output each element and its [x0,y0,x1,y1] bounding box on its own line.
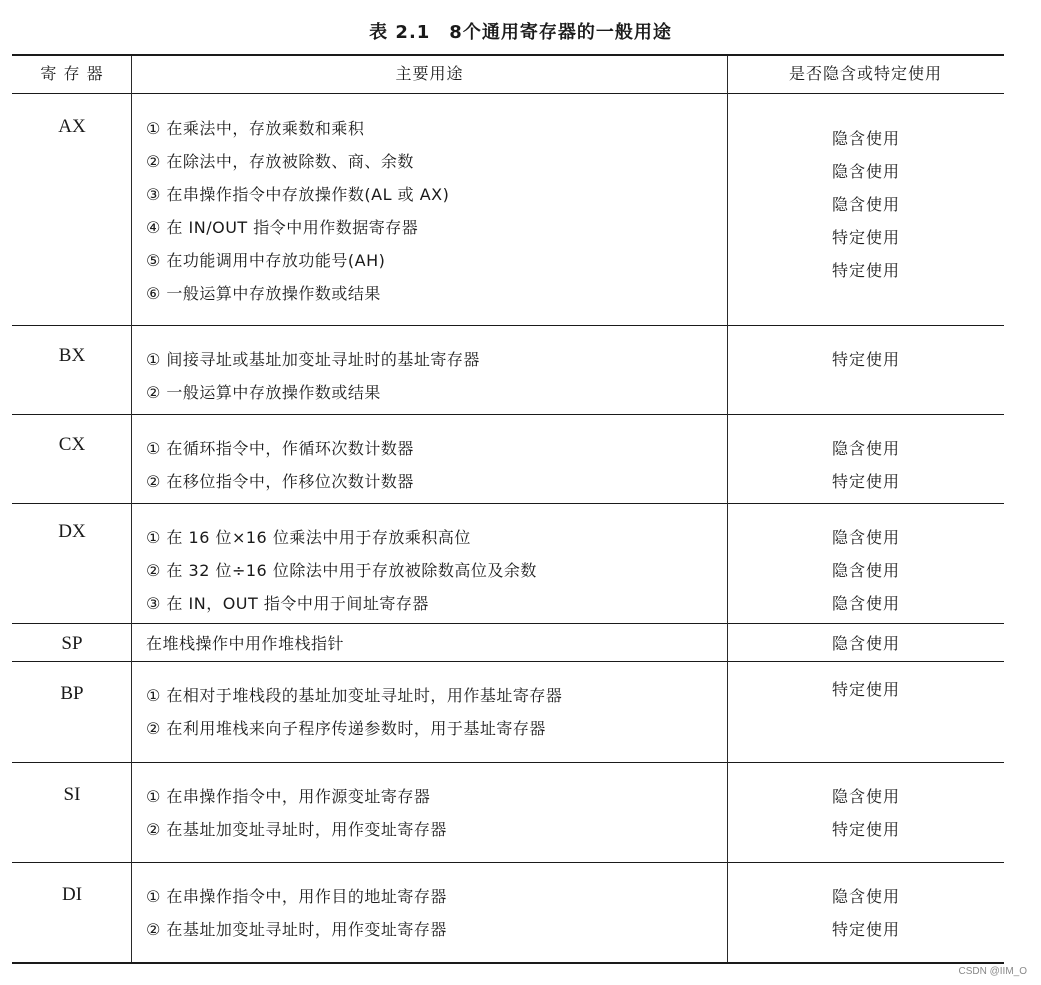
register-name: DI [61,884,83,905]
usage-cell [728,432,1004,498]
header-usage: 是否隐含或特定使用 [788,64,942,83]
purpose-cell [146,880,721,946]
usage-cell [728,880,1004,946]
purpose-item: ① 在 16 位×16 位乘法中用于存放乘积高位 [146,528,471,547]
purpose-item: ② 在 32 位÷16 位除法中用于存放被除数高位及余数 [146,561,537,580]
usage-item: 隐含使用 [831,129,900,148]
usage-item: 隐含使用 [831,528,900,547]
column-divider [131,56,132,962]
row-divider [12,503,1004,504]
purpose-cell [146,521,721,620]
usage-item: 特定使用 [831,680,900,699]
register-name: SP [61,633,83,654]
usage-item: 隐含使用 [831,594,900,613]
usage-item: 特定使用 [831,472,900,491]
purpose-item: ① 在乘法中，存放乘数和乘积 [146,119,365,138]
usage-item: 隐含使用 [831,787,900,806]
usage-item: 特定使用 [831,920,900,939]
usage-cell [728,122,1004,287]
purpose-cell [146,343,721,409]
usage-cell [728,343,1004,376]
watermark: CSDN @IIM_O [958,966,1027,977]
header-register: 寄 存 器 [40,64,104,83]
purpose-cell [146,112,721,310]
top-rule [12,54,1004,56]
purpose-cell [146,432,721,498]
usage-item: 特定使用 [831,261,900,280]
purpose-cell [146,627,721,660]
row-divider [12,661,1004,662]
row-divider [12,325,1004,326]
row-divider [12,414,1004,415]
usage-cell [728,780,1004,846]
usage-item: 隐含使用 [831,887,900,906]
purpose-item: ② 在利用堆栈来向子程序传递参数时，用于基址寄存器 [146,719,546,738]
header-purpose: 主要用途 [395,64,464,83]
purpose-item: ② 在基址加变址寻址时，用作变址寄存器 [146,820,447,839]
bottom-rule [12,962,1004,964]
purpose-item: ③ 在串操作指令中存放操作数(AL 或 AX) [146,185,450,204]
purpose-item: ① 间接寻址或基址加变址寻址时的基址寄存器 [146,350,480,369]
purpose-item: ② 一般运算中存放操作数或结果 [146,383,381,402]
row-divider [12,623,1004,624]
register-name: SI [63,784,81,805]
usage-item: 特定使用 [831,350,900,369]
purpose-cell [146,780,721,846]
purpose-item: ② 在移位指令中，作移位次数计数器 [146,472,414,491]
usage-item: 隐含使用 [831,162,900,181]
row-divider [12,762,1004,763]
purpose-item: ① 在循环指令中，作循环次数计数器 [146,439,414,458]
purpose-item: 在堆栈操作中用作堆栈指针 [146,634,345,653]
usage-cell [728,673,1004,706]
column-divider [727,56,728,962]
purpose-item: ① 在串操作指令中，用作源变址寄存器 [146,787,431,806]
purpose-cell [146,679,721,745]
purpose-item: ⑤ 在功能调用中存放功能号(AH) [146,251,386,270]
purpose-item: ① 在相对于堆栈段的基址加变址寻址时，用作基址寄存器 [146,686,563,705]
usage-item: 特定使用 [831,228,900,247]
usage-cell [728,627,1004,660]
usage-item: 隐含使用 [831,561,900,580]
usage-item: 特定使用 [831,820,900,839]
register-name: BP [60,683,84,704]
usage-item: 隐含使用 [831,195,900,214]
register-name: AX [58,116,86,137]
usage-item: 隐含使用 [831,634,900,653]
table-title: 表 2.1 8个通用寄存器的一般用途 [369,22,672,43]
purpose-item: ② 在除法中，存放被除数、商、余数 [146,152,414,171]
purpose-item: ⑥ 一般运算中存放操作数或结果 [146,284,381,303]
register-name: DX [58,521,86,542]
purpose-item: ② 在基址加变址寻址时，用作变址寄存器 [146,920,447,939]
usage-cell [728,521,1004,620]
register-name: CX [58,434,86,455]
usage-item: 隐含使用 [831,439,900,458]
row-divider [12,862,1004,863]
purpose-item: ④ 在 IN/OUT 指令中用作数据寄存器 [146,218,419,237]
purpose-item: ③ 在 IN，OUT 指令中用于间址寄存器 [146,594,429,613]
purpose-item: ① 在串操作指令中，用作目的地址寄存器 [146,887,447,906]
register-name: BX [58,345,86,366]
header-rule [12,93,1004,94]
